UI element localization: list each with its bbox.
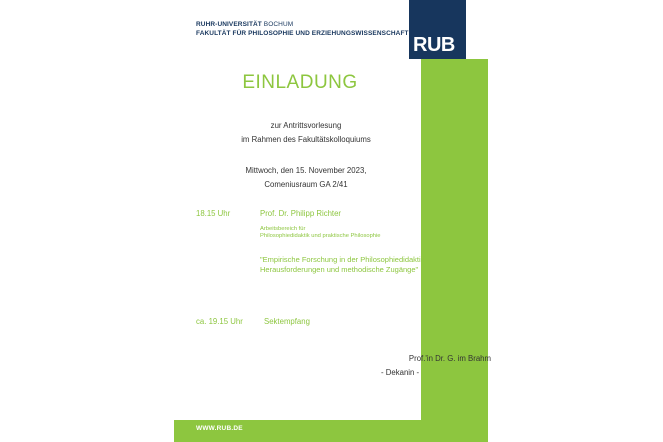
- green-side-strip: [421, 59, 488, 421]
- talk-title-line-2: Herausforderungen und methodische Zugänge": [260, 265, 419, 274]
- speaker-area-line-1: Arbeitsbereich für: [260, 226, 306, 232]
- event-date: Mittwoch, den 15. November 2023,: [245, 166, 367, 175]
- speaker-name: Prof. Dr. Philipp Richter: [260, 209, 342, 218]
- faculty-name: FAKULTÄT FÜR PHILOSOPHIE UND ERZIEHUNGSWISSENSCHAFT: [196, 30, 409, 37]
- talk-time: 18.15 Uhr: [196, 209, 231, 218]
- reception-time: ca. 19.15 Uhr: [196, 317, 243, 326]
- invitation-line-1: zur Antrittsvorlesung: [270, 121, 342, 130]
- invitation-title: EINLADUNG: [242, 72, 358, 93]
- university-name: [196, 20, 293, 29]
- rub-logo-text: RUB: [413, 34, 455, 56]
- signature-name: Prof.'in Dr. G. im Brahm: [408, 354, 491, 363]
- university-name-city: BOCHUM: [261, 21, 294, 28]
- invitation-line-2: im Rahmen des Fakultätskolloquiums: [241, 135, 371, 144]
- footer-url: WWW.RUB.DE: [196, 425, 243, 432]
- speaker-area-line-2: Philosophiedidaktik und praktische Philosophie: [260, 233, 381, 239]
- reception-label: Sektempfang: [264, 317, 310, 326]
- event-room: Comeniusraum GA 2/41: [264, 180, 348, 189]
- university-name-bold: RUHR-UNIVERSITÄT: [196, 21, 262, 28]
- talk-title-line-1: "Empirische Forschung in der Philosophiedidaktik -: [260, 255, 429, 264]
- signature-role: - Dekanin -: [381, 368, 420, 377]
